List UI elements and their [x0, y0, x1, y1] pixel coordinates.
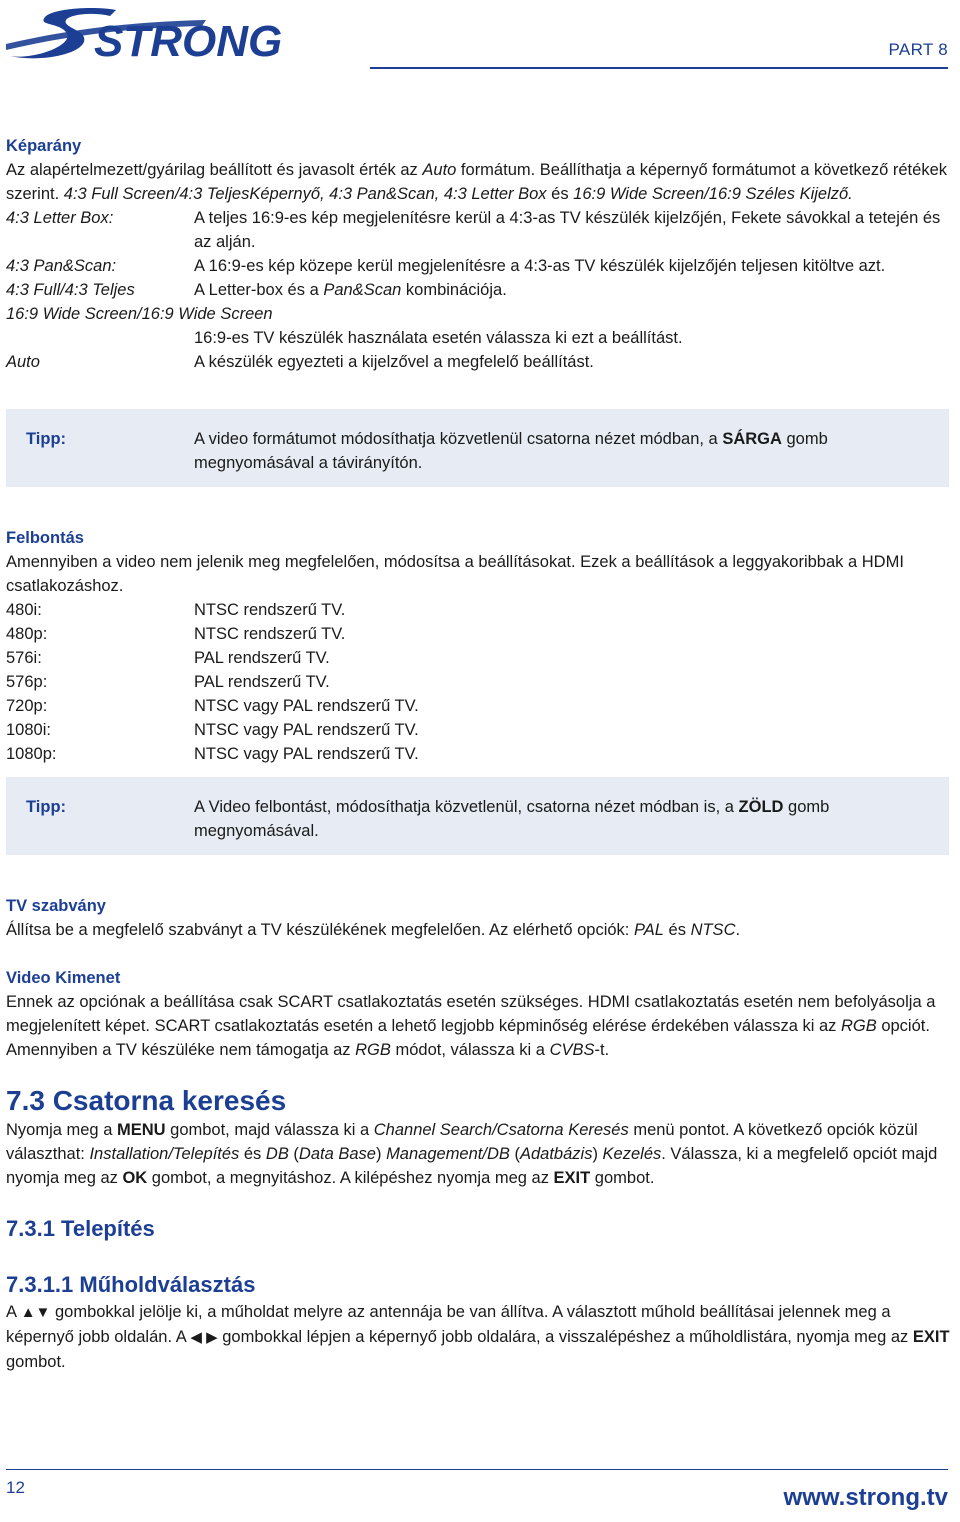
tip-box-format: [6, 409, 949, 487]
option-row: [6, 350, 950, 374]
section-felbontas: [6, 526, 950, 766]
website-url: www.strong.tv: [783, 1484, 948, 1511]
muhold-text: A ▲▼ gombokkal jelölje ki, a műholdat melyre az antennája be van állítva. A választott műhold beállításai jelennek meg a képernyő jobb oldalán. A ◀ ▶ gombokkal lépjen a képernyő jobb oldalára, a visszalépéshez a műholdlistára, nyomja meg az EXIT gombot.: [6, 1303, 950, 1371]
section-muholdvalasztas: [6, 1270, 950, 1374]
up-down-arrows-icon: ▲▼: [20, 1304, 51, 1321]
option-value: A 16:9-es kép közepe kerül megjelenítésre a 4:3-as TV készülék kijelzőjén teljesen kitöltve azt.: [194, 257, 886, 275]
tip-label: Tipp:: [26, 430, 67, 448]
resolution-label: 576i:: [6, 649, 42, 667]
resolution-row: [6, 742, 950, 766]
option-label: 4:3 Letter Box:: [6, 209, 114, 227]
option-row: [6, 302, 950, 326]
heading-csatorna-kereses: 7.3 Csatorna keresés: [6, 1085, 287, 1116]
option-row: [6, 278, 950, 302]
heading-felbontas: Felbontás: [6, 529, 84, 547]
option-row: [6, 254, 950, 278]
section-tv-szabvany: [6, 894, 950, 942]
heading-video-kimenet: Video Kimenet: [6, 969, 121, 987]
resolution-row: [6, 718, 950, 742]
csatorna-text: Nyomja meg a MENU gombot, majd válassza ki a Channel Search/Csatorna Keresés menü pontot. A következő opciók közül választhat: Installation/Telepítés és DB (Data Base) Management/DB (Adatbázis) Kezelés. Válassza, ki a megfelelő opciót majd nyomja meg az OK gombot, a megnyitáshoz. A kilépéshez nyomja meg az EXIT gombot.: [6, 1121, 938, 1187]
option-label: 16:9 Wide Screen/16:9 Wide Screen: [6, 305, 273, 323]
section-kepparany: [6, 134, 950, 374]
resolution-row: [6, 694, 950, 718]
resolution-label: 720p:: [6, 697, 48, 715]
logo-text: STRONG: [94, 17, 283, 62]
section-telepites: [6, 1214, 950, 1244]
resolution-row: [6, 670, 950, 694]
resolution-value: NTSC vagy PAL rendszerű TV.: [194, 745, 419, 763]
resolution-value: NTSC vagy PAL rendszerű TV.: [194, 721, 419, 739]
option-row: [6, 326, 950, 350]
option-value: A teljes 16:9-es kép megjelenítésre kerül a 4:3-as TV készülék kijelzőjén, Fekete sávokkal a tetején és az alján.: [194, 209, 941, 251]
resolution-value: NTSC rendszerű TV.: [194, 601, 346, 619]
resolution-label: 1080p:: [6, 745, 57, 763]
heading-kepparany: Képarány: [6, 137, 82, 155]
header-divider: [370, 67, 948, 69]
part-label: PART 8: [888, 40, 948, 59]
heading-tv-szabvany: TV szabvány: [6, 897, 106, 915]
section-video-kimenet: [6, 966, 950, 1062]
resolution-row: [6, 622, 950, 646]
resolution-label: 1080i:: [6, 721, 51, 739]
left-right-arrows-icon: ◀ ▶: [190, 1329, 218, 1346]
tip-text: A video formátumot módosíthatja közvetlenül csatorna nézet módban, a SÁRGA gomb megnyomásával a távirányítón.: [194, 430, 828, 472]
option-value: 16:9-es TV készülék használata esetén válassza ki ezt a beállítást.: [194, 329, 683, 347]
heading-telepites: 7.3.1 Telepítés: [6, 1216, 155, 1241]
option-value: A készülék egyezteti a kijelzővel a megfelelő beállítást.: [194, 353, 594, 371]
tip-text: A Video felbontást, módosíthatja közvetlenül, csatorna nézet módban is, a ZÖLD gomb megnyomásával.: [194, 798, 830, 840]
option-label: 4:3 Full/4:3 Teljes: [6, 281, 135, 299]
tip-label: Tipp:: [26, 798, 67, 816]
resolution-row: [6, 646, 950, 670]
resolution-label: 480p:: [6, 625, 48, 643]
felbontas-intro: Amennyiben a video nem jelenik meg megfelelően, módosítsa a beállításokat. Ezek a beállítások a leggyakoribbak a HDMI csatlakozáshoz.: [6, 553, 904, 595]
resolution-value: PAL rendszerű TV.: [194, 673, 330, 691]
footer-divider: [6, 1469, 948, 1470]
page-number: 12: [6, 1478, 25, 1497]
strong-logo: [6, 4, 316, 62]
option-row: [6, 206, 950, 254]
resolution-label: 480i:: [6, 601, 42, 619]
resolution-label: 576p:: [6, 673, 48, 691]
resolution-row: [6, 598, 950, 622]
option-label: Auto: [6, 353, 40, 371]
tv-szabvany-text: Állítsa be a megfelelő szabványt a TV készülékének megfelelően. Az elérhető opciók: PAL és NTSC.: [6, 921, 741, 939]
section-csatorna-kereses: [6, 1084, 950, 1190]
heading-muholdvalasztas: 7.3.1.1 Műholdválasztás: [6, 1272, 256, 1297]
resolution-value: NTSC rendszerű TV.: [194, 625, 346, 643]
option-label: 4:3 Pan&Scan:: [6, 257, 117, 275]
resolution-value: NTSC vagy PAL rendszerű TV.: [194, 697, 419, 715]
option-value: A Letter-box és a Pan&Scan kombinációja.: [194, 281, 507, 299]
resolution-value: PAL rendszerű TV.: [194, 649, 330, 667]
tip-box-resolution: [6, 777, 949, 855]
video-kimenet-text: Ennek az opciónak a beállítása csak SCART csatlakoztatás esetén szükséges. HDMI csatlakoztatás esetén nem befolyásolja a megjelenített képet. SCART csatlakoztatás esetén a lehető legjobb képminőség elérése érdekében válassza ki az RGB opciót. Amennyiben a TV készüléke nem támogatja az RGB módot, válassza ki a CVBS-t.: [6, 993, 936, 1059]
kepparany-intro: Az alapértelmezett/gyárilag beállított és javasolt érték az Auto formátum. Beállíthatja a képernyő formátumot a következő rétékek szerint. 4:3 Full Screen/4:3 TeljesKépernyő, 4:3 Pan&Scan, 4:3 Letter Box és 16:9 Wide Screen/16:9 Széles Kijelző.: [6, 161, 947, 203]
